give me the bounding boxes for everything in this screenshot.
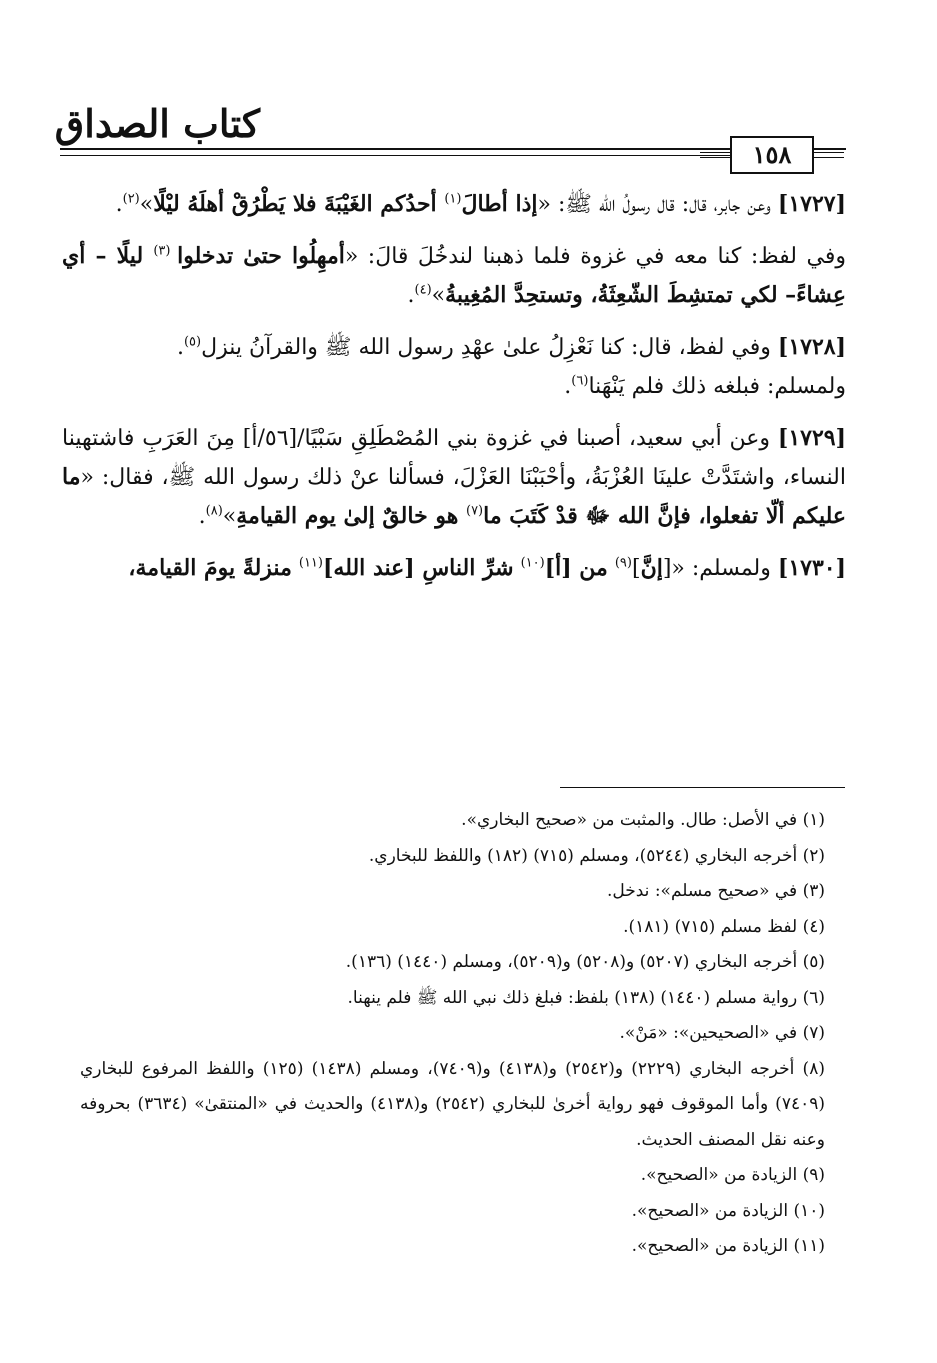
narration-text: . (407, 283, 415, 308)
narration-text: » (222, 504, 237, 529)
footnote: (١١) الزيادة من «الصحيح». (631, 1236, 825, 1256)
hadith-paragraph (62, 419, 846, 536)
narration-text: » (431, 283, 446, 308)
hadith-text: شرِّ الناسِ [عند الله] (322, 555, 514, 581)
narration-text: . (198, 504, 206, 529)
footnote: (٥) أخرجه البخاري (٥٢٠٧) و(٥٢٠٨) و(٥٢٠٩)، ومسلم (١٤٤٠) (١٣٦). (345, 952, 825, 972)
footnote: (١٠) الزيادة من «الصحيح». (631, 1200, 825, 1221)
narration-text: » (139, 192, 154, 217)
narration-text (292, 556, 299, 581)
hadith-text: ليلًا – أي عِشاءً– لكي تمتشِطَ الشّعِثَةُ، وتستحِدَّ المُغِيبةُ (62, 243, 846, 308)
header-rule (60, 148, 846, 150)
hadith-text: إنَّ (640, 555, 663, 581)
narration-text: . (564, 374, 572, 399)
hadith-text: أحدُكم الغَيْبَةَ فلا يَطْرُقْ أهلَهُ ليْلًا (153, 191, 445, 217)
narration-text (514, 556, 521, 581)
narration-text: ] (631, 556, 641, 581)
hadith-text: هو خالقٌ إلىٰ يوم القيامةِ (236, 503, 466, 529)
hadith-paragraph (62, 185, 846, 224)
narration-text: . (176, 335, 184, 360)
footnote-ref: (٢) (122, 191, 140, 207)
footnote-ref: (٦) (571, 373, 589, 389)
footnote-ref: (١٠) (520, 555, 545, 571)
hadith-text: ما عليكم ألّا تفعلوا، فإنَّ الله ﷻ قدْ كَتَبَ ما (62, 464, 846, 529)
narration-text: ولمسلم: فبلغه ذلك فلم يَنْهَنا (588, 374, 846, 399)
footnote-ref: (٨) (205, 503, 223, 519)
hadith-text: من [أ] (544, 555, 608, 581)
footnote-ref: (١١) (298, 555, 323, 571)
narration-text: وعن أبي سعيد، أصبنا في غزوة بني المُصْطَلِقِ سَبْيًا/[٥٦/أ] مِنَ العَرَبِ فاشتهينا النساء، واشتَدَّتْ علينَا العُزْبَةُ، وأحْبَبْنَا العَزْلَ، فسألنا عنْ ذلك رسول الله ﷺ، فقال: « (62, 426, 846, 490)
footnotes (80, 803, 825, 1265)
hadith-paragraph (62, 328, 846, 406)
hadith-paragraph (62, 237, 846, 315)
narration-text: وفي لفظ، قال: كنا نَعْزِلُ علىٰ عهْدِ رسول الله ﷺ والقرآنُ ينزل (201, 335, 778, 360)
narration-text: ولمسلم: «[ (662, 556, 778, 581)
header-rule-thin (60, 155, 732, 156)
page-number: ١٥٨ (730, 136, 814, 174)
hadith-number: [١٧٣٠] (777, 555, 846, 581)
hadith-number: [١٧٢٩] (777, 425, 846, 451)
hadith-number: [١٧٢٧] (777, 191, 846, 217)
footnote-ref: (٧) (465, 503, 484, 519)
hadith-number: [١٧٢٨] (777, 334, 846, 360)
footnote-ref: (١) (444, 191, 462, 207)
footnote: (٤) لفظ مسلم (٧١٥) (١٨١). (623, 916, 825, 937)
footnote: (٢) أخرجه البخاري (٥٢٤٤)، ومسلم (٧١٥) (١٨٢) واللفظ للبخاري. (368, 845, 825, 866)
footnote-ref: (٩) (614, 555, 632, 571)
footnote: (٨) أخرجه البخاري (٢٢٢٩) و(٢٥٤٢) و(٤١٣٨) و(٧٤٠٩)، ومسلم (١٤٣٨) (١٢٥) واللفظ المرفوع للبخاري (٧٤٠٩) وأما الموقوف فهو رواية أخرىٰ للبخاري (٢٥٤٢) و(٤١٣٨) والحديث في «المنتقىٰ» (٣٦٣٤) بحروفه وعنه نقل المصنف الحديث. (80, 1058, 825, 1150)
hadith-text: منزلةً يومَ القيامة، (128, 555, 292, 581)
footnote: (٩) الزيادة من «الصحيح». (640, 1165, 825, 1185)
footnote: (٦) رواية مسلم (١٤٤٠) (١٣٨) بلفظ: فبلغ ذلك نبي الله ﷺ فلم ينهنا. (347, 987, 825, 1008)
footnote: (٧) في «الصحيحين»: «مَنْ». (619, 1023, 825, 1043)
footnote: (١) في الأصل: طال. والمثبت من «صحيح البخاري». (461, 810, 825, 830)
running-title: كتاب الصداق (54, 101, 260, 146)
narration-text: وفي لفظ: كنا معه في غزوة فلما ذهبنا لندخُلَ قالَ: « (344, 244, 846, 269)
footnote: (٣) في «صحيح مسلم»: ندخل. (606, 881, 825, 901)
hadith-text: أمهِلُوا حتىٰ تدخلوا (177, 243, 345, 269)
footnote-ref: (٤) (414, 282, 432, 298)
main-text (62, 185, 846, 601)
narration-text (608, 556, 615, 581)
footnote-ref: (٥) (183, 334, 202, 350)
narration-text: وعن جابر، قال: قال رسولُ الله ﷺ: « (537, 192, 778, 217)
footnote-separator (560, 787, 845, 788)
footnote-ref: (٣) (153, 243, 178, 259)
hadith-text: إذا أطالَ (461, 191, 538, 217)
hadith-paragraph (62, 549, 846, 588)
narration-text: . (115, 192, 123, 217)
